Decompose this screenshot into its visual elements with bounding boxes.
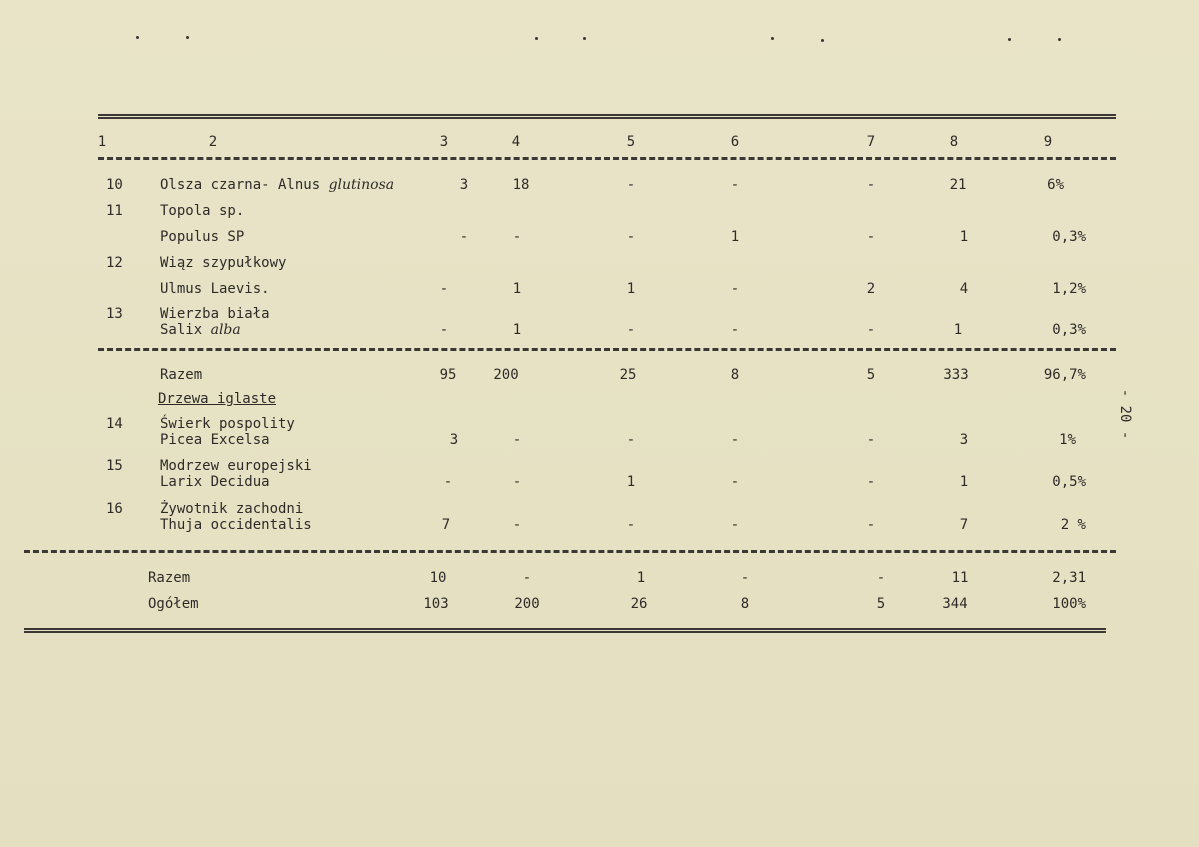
row-number: 14 <box>106 416 123 432</box>
col-header-4: 4 <box>511 134 521 150</box>
value-col5: - <box>626 517 636 533</box>
value-col5: 1 <box>626 474 636 490</box>
section-title: Drzewa iglaste <box>158 391 277 407</box>
value-col7: - <box>866 474 876 490</box>
species-name-typed: Salix <box>160 322 203 338</box>
total-col5: 26 <box>630 596 648 612</box>
margin-dot <box>583 37 586 40</box>
col-header-6: 6 <box>730 134 740 150</box>
value-col7: - <box>866 177 876 193</box>
subtotal-col6: - <box>740 570 750 586</box>
value-col6: - <box>730 474 740 490</box>
row-number: 15 <box>106 458 123 474</box>
value-col8: 1 <box>953 322 963 338</box>
value-col9: 2 % <box>1060 517 1086 533</box>
row-number: 11 <box>106 203 123 219</box>
value-col7: - <box>866 322 876 338</box>
value-col9: 0,3% <box>1052 229 1086 245</box>
total-col8: 344 <box>942 596 968 612</box>
total-col3: 103 <box>423 596 449 612</box>
species-name-typed: Olsza czarna- Alnus <box>160 177 321 193</box>
value-col9: 0,5% <box>1052 474 1086 490</box>
value-col4: 1 <box>512 281 522 297</box>
species-name: Modrzew europejski <box>160 458 312 474</box>
margin-dot <box>535 37 538 40</box>
margin-dot <box>1058 38 1061 41</box>
value-col9: 6% <box>1047 177 1064 193</box>
value-col4: - <box>512 517 522 533</box>
species-latin-name: Thuja occidentalis <box>160 517 312 533</box>
subtotal-col4: 200 <box>493 367 519 383</box>
top-rule <box>98 114 1116 119</box>
value-col5: - <box>626 322 636 338</box>
margin-dot <box>1008 38 1011 41</box>
value-col5: - <box>626 229 636 245</box>
page-number-text: - 20 - <box>1117 388 1133 440</box>
value-col3: - <box>459 229 469 245</box>
value-col4: 18 <box>512 177 530 193</box>
margin-dot <box>186 36 189 39</box>
value-col9: 1,2% <box>1052 281 1086 297</box>
page-number <box>1118 378 1132 448</box>
col-header-2: 2 <box>208 134 218 150</box>
value-col6: - <box>730 517 740 533</box>
value-col8: 7 <box>959 517 969 533</box>
col-header-5: 5 <box>626 134 636 150</box>
value-col4: 1 <box>512 322 522 338</box>
subtotal-col4: - <box>522 570 532 586</box>
value-col3: 3 <box>449 432 459 448</box>
bottom-rule <box>24 628 1106 633</box>
value-col6: - <box>730 281 740 297</box>
value-col4: - <box>512 432 522 448</box>
margin-dot <box>821 39 824 42</box>
col-header-8: 8 <box>949 134 959 150</box>
value-col5: 1 <box>626 281 636 297</box>
subtotal-col5: 1 <box>636 570 646 586</box>
species-name-handwritten: alba <box>210 322 241 338</box>
row-number: 13 <box>106 306 123 322</box>
species-name: Wierzba biała <box>160 306 270 322</box>
subtotal-col7: 5 <box>866 367 876 383</box>
value-col5: - <box>626 177 636 193</box>
margin-dot <box>771 37 774 40</box>
value-col9: 0,3% <box>1052 322 1086 338</box>
total-col9: 100% <box>1052 596 1086 612</box>
value-col4: - <box>512 474 522 490</box>
total-label: Ogółem <box>148 596 199 612</box>
subtotal-col9: 2,31 <box>1052 570 1086 586</box>
total-col6: 8 <box>740 596 750 612</box>
species-latin-name: Picea Excelsa <box>160 432 270 448</box>
col-header-7: 7 <box>866 134 876 150</box>
section-end-rule <box>24 550 1116 553</box>
value-col6: 1 <box>730 229 740 245</box>
total-col4: 200 <box>514 596 540 612</box>
species-name: Topola sp. <box>160 203 245 219</box>
col-header-3: 3 <box>439 134 449 150</box>
species-name: Żywotnik zachodni <box>160 501 304 517</box>
value-col8: 21 <box>949 177 967 193</box>
row-number: 10 <box>106 177 123 193</box>
species-name: Świerk pospolity <box>160 416 295 432</box>
value-col7: 2 <box>866 281 876 297</box>
species-name <box>160 177 394 193</box>
subtotal-col5: 25 <box>619 367 637 383</box>
value-col4: - <box>512 229 522 245</box>
value-col5: - <box>626 432 636 448</box>
value-col7: - <box>866 432 876 448</box>
subtotal-label: Razem <box>160 367 203 383</box>
subtotal-col8: 11 <box>951 570 969 586</box>
value-col3: - <box>439 281 449 297</box>
value-col6: - <box>730 177 740 193</box>
species-latin-name <box>160 322 241 338</box>
subtotal-col7: - <box>876 570 886 586</box>
species-name: Wiąz szypułkowy <box>160 255 287 271</box>
margin-dot <box>136 36 139 39</box>
value-col3: 7 <box>441 517 451 533</box>
subtotal-label: Razem <box>148 570 191 586</box>
value-col7: - <box>866 517 876 533</box>
value-col8: 1 <box>959 474 969 490</box>
header-rule <box>98 157 1116 160</box>
value-col6: - <box>730 322 740 338</box>
subtotal-col3: 10 <box>429 570 447 586</box>
value-col6: - <box>730 432 740 448</box>
species-latin-name: Larix Decidua <box>160 474 270 490</box>
value-col9: 1% <box>1059 432 1076 448</box>
subtotal-col8: 333 <box>943 367 969 383</box>
subtotal-col3: 95 <box>439 367 457 383</box>
value-col8: 3 <box>959 432 969 448</box>
species-latin-name: Populus SP <box>160 229 245 245</box>
row-number: 12 <box>106 255 123 271</box>
value-col3: 3 <box>459 177 469 193</box>
subtotal-col6: 8 <box>730 367 740 383</box>
value-col8: 1 <box>959 229 969 245</box>
total-col7: 5 <box>876 596 886 612</box>
col-header-1: 1 <box>97 134 107 150</box>
value-col3: - <box>443 474 453 490</box>
subtotal-col9: 96,7% <box>1043 367 1086 383</box>
subtotal-rule <box>98 348 1116 351</box>
value-col7: - <box>866 229 876 245</box>
species-name-handwritten: glutinosa <box>328 177 395 193</box>
col-header-9: 9 <box>1043 134 1053 150</box>
value-col3: - <box>439 322 449 338</box>
row-number: 16 <box>106 501 123 517</box>
species-latin-name: Ulmus Laevis. <box>160 281 270 297</box>
value-col8: 4 <box>959 281 969 297</box>
